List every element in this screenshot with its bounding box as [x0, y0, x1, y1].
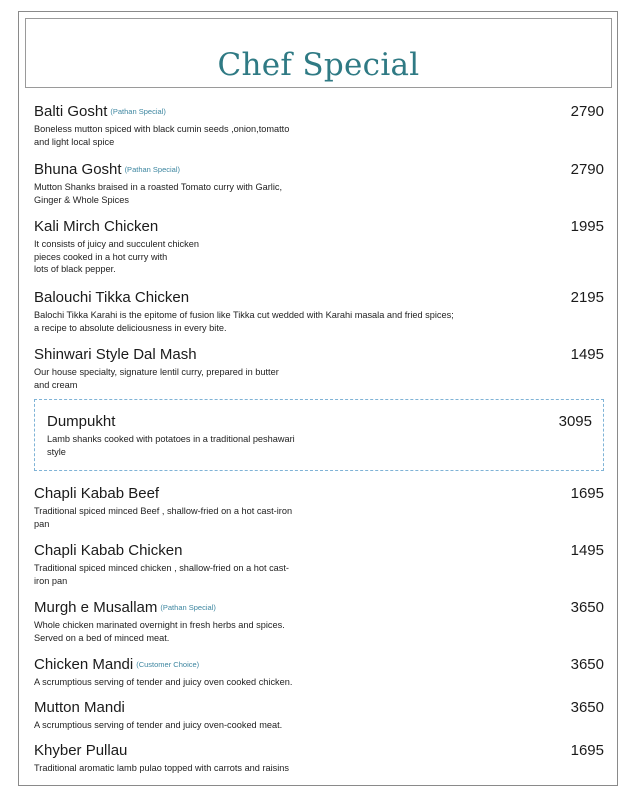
- item-price: 2195: [570, 289, 604, 306]
- menu-item-dumpukht: [47, 413, 592, 458]
- description-line: A scrumptious serving of tender and juicy oven cooked chicken.: [34, 677, 293, 687]
- item-price: 1695: [570, 485, 604, 502]
- item-description: [47, 433, 592, 458]
- item-tag: (Pathan Special): [124, 165, 181, 174]
- item-description: [34, 676, 604, 689]
- item-description: [34, 619, 604, 644]
- menu-item-murgh-e-musallam: [34, 599, 604, 644]
- item-name: Chapli Kabab Beef: [34, 485, 160, 502]
- description-line: style: [47, 446, 66, 457]
- description-line: Whole chicken marinated overnight in fresh herbs and spices.: [34, 620, 285, 630]
- item-name: Bhuna Gosht: [34, 161, 122, 178]
- item-description: [34, 719, 604, 732]
- item-price: 2790: [570, 103, 604, 120]
- menu-item-chapli-kabab-chicken: [34, 542, 604, 587]
- description-line: Ginger & Whole Spices: [34, 194, 129, 205]
- item-description: [34, 181, 604, 206]
- item-name: Balouchi Tikka Chicken: [34, 289, 190, 306]
- description-line: iron pan: [34, 575, 68, 586]
- item-tag: (Pathan Special): [110, 107, 166, 116]
- description-line: A scrumptious serving of tender and juicy oven-cooked meat.: [34, 720, 283, 730]
- description-line: Traditional spiced minced chicken , shallow-fried on a hot cast-: [34, 563, 289, 573]
- item-price: 2790: [570, 161, 604, 178]
- description-line: and light local spice: [34, 136, 115, 147]
- item-name: Kali Mirch Chicken: [34, 218, 159, 235]
- item-price: 3650: [570, 656, 604, 673]
- item-price: 1495: [570, 542, 604, 559]
- item-name: Murgh e Musallam: [34, 599, 158, 616]
- menu-item-chapli-kabab-beef: [34, 485, 604, 530]
- menu-item-khyber-pullau: [34, 742, 604, 775]
- item-name: Chapli Kabab Chicken: [34, 542, 183, 559]
- item-price: 3650: [570, 599, 604, 616]
- item-price: 3650: [570, 699, 604, 716]
- item-name: Dumpukht: [47, 413, 116, 430]
- item-name: Khyber Pullau: [34, 742, 128, 759]
- item-tag: (Customer Choice): [136, 660, 200, 669]
- item-name: Balti Gosht: [34, 103, 108, 120]
- item-price: 1495: [570, 346, 604, 363]
- item-price: 3095: [558, 413, 592, 430]
- item-description: [34, 762, 604, 775]
- description-line: It consists of juicy and succulent chicken: [34, 239, 199, 249]
- description-line: Boneless mutton spiced with black cumin seeds ,onion,tomatto: [34, 124, 290, 134]
- menu-item-mutton-mandi: [34, 699, 604, 732]
- description-line: pieces cooked in a hot curry with: [34, 251, 168, 262]
- description-line: and cream: [34, 379, 78, 390]
- menu-item-balouchi-tikka-chicken: [34, 289, 604, 334]
- item-description: [34, 123, 604, 148]
- item-tag: (Pathan Special): [160, 603, 216, 612]
- description-line: Traditional aromatic lamb pulao topped with carrots and raisins: [34, 763, 289, 773]
- item-description: [34, 505, 604, 530]
- description-line: pan: [34, 518, 50, 529]
- menu-title: Chef Special: [217, 47, 420, 83]
- description-line: lots of black pepper.: [34, 264, 116, 274]
- menu-header: [25, 18, 612, 88]
- description-line: Lamb shanks cooked with potatoes in a traditional peshawari: [47, 434, 295, 444]
- description-line: Balochi Tikka Karahi is the epitome of fusion like Tikka cut wedded with Karahi masala and fried spices;: [34, 310, 454, 320]
- description-line: Served on a bed of minced meat.: [34, 632, 170, 643]
- menu-item-bhuna-gosht: [34, 161, 604, 206]
- item-price: 1995: [570, 218, 604, 235]
- menu-item-shinwari-dal-mash: [34, 346, 604, 391]
- featured-item-box: [34, 399, 604, 471]
- item-description: [34, 238, 604, 276]
- item-description: [34, 562, 604, 587]
- description-line: Traditional spiced minced Beef , shallow-fried on a hot cast-iron: [34, 506, 293, 516]
- menu-item-balti-gosht: [34, 103, 604, 148]
- menu-item-chicken-mandi: [34, 656, 604, 689]
- item-price: 1695: [570, 742, 604, 759]
- description-line: Our house specialty, signature lentil curry, prepared in butter: [34, 367, 279, 377]
- menu-item-kali-mirch-chicken: [34, 218, 604, 276]
- description-line: a recipe to absolute deliciousness in every bite.: [34, 322, 227, 333]
- item-name: Chicken Mandi: [34, 656, 134, 673]
- item-name: Mutton Mandi: [34, 699, 125, 716]
- description-line: Mutton Shanks braised in a roasted Tomato curry with Garlic,: [34, 182, 283, 192]
- item-description: [34, 309, 604, 334]
- item-name: Shinwari Style Dal Mash: [34, 346, 197, 363]
- item-description: [34, 366, 604, 391]
